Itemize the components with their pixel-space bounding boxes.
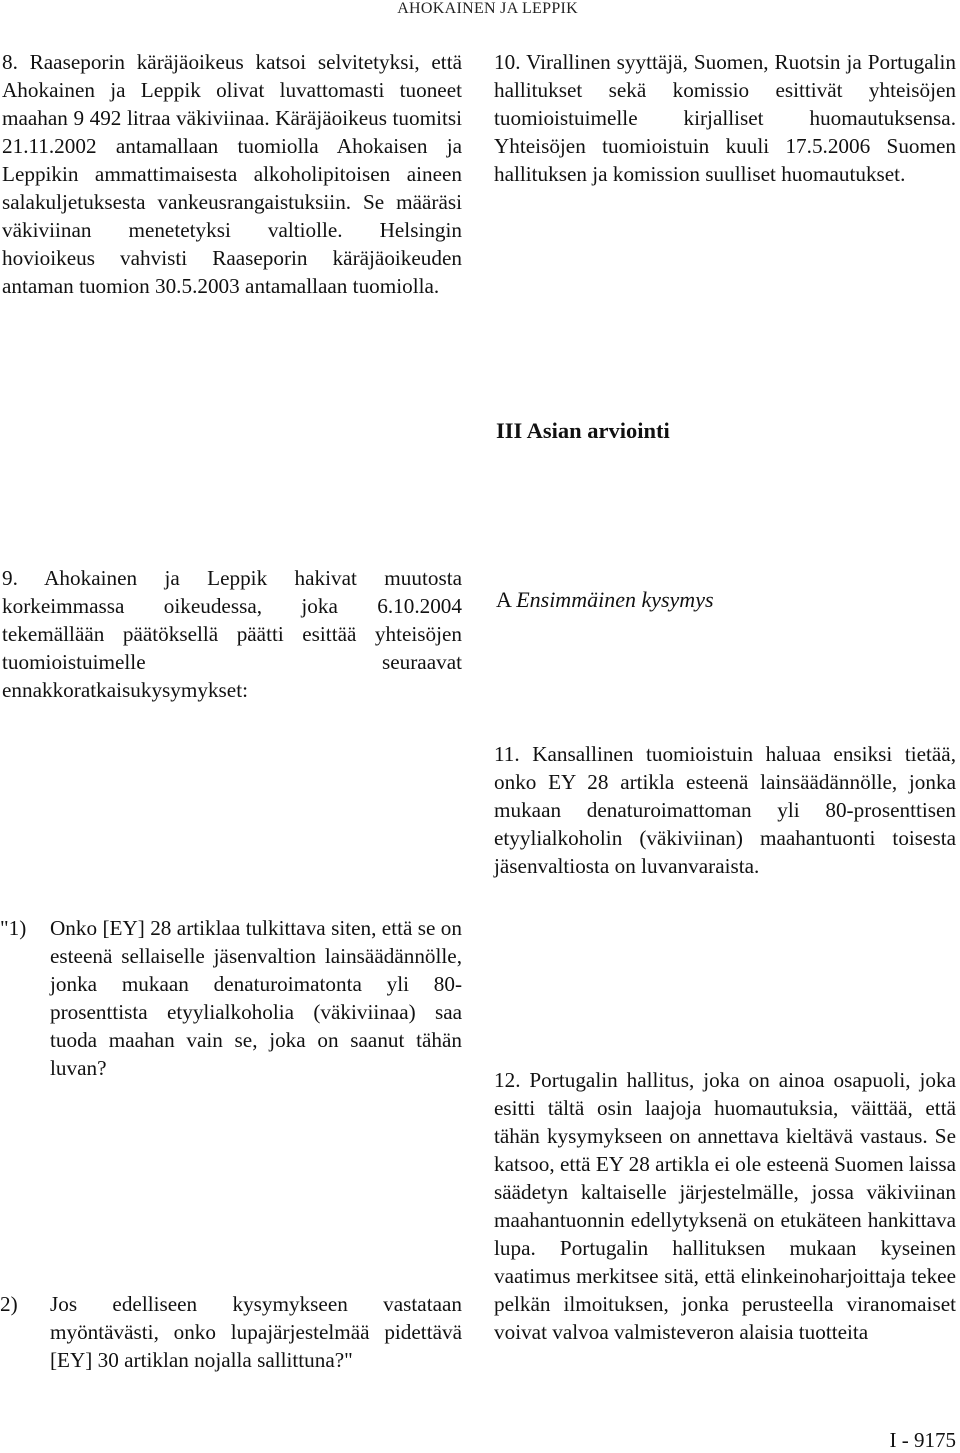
paragraph-9: 9. Ahokainen ja Leppik hakivat muutosta korkeimmassa oikeudessa, joka 6.10.2004 tekemällään päätöksellä päätti esittää yhteisöjen tuomioistuimelle seuraavat ennakkoratkaisukysymykset: bbox=[2, 566, 462, 702]
subsection-heading bbox=[496, 587, 714, 613]
section-heading: III Asian arviointi bbox=[496, 418, 670, 443]
paragraph-8: 8. Raaseporin käräjäoikeus katsoi selvitetyksi, että Ahokainen ja Leppik olivat luvattomasti tuoneet maahan 9 492 litraa väkiviinaa. Käräjäoikeus tuomitsi 21.11.2002 antamallaan tuomiolla Ahokaisen ja Leppikin ammattimaisesta alkoholipitoisen aineen salakuljetuksesta vankeusrangaistuksiin. Se määräsi väkiviinan menetetyksi valtiolle. Helsingin hovioikeus vahvisti Raaseporin käräjäoikeuden antaman tuomion 30.5.2003 antamallaan tuomiolla. bbox=[2, 50, 462, 298]
page-number: I - 9175 bbox=[889, 1428, 956, 1452]
question-number: "1) bbox=[0, 916, 27, 940]
question-2 bbox=[0, 1290, 462, 1374]
paragraph-12: 12. Portugalin hallitus, joka on ainoa osapuoli, joka esitti tältä osin laajoja huomautuksia, väittää, että tähän kysymykseen on annettava kieltävä vastaus. Se katsoo, että EY 28 artikla ei ole esteenä Suomen laissa säädetyn kaltaiselle järjestelmälle, jossa väkiviinan maahantuonnin edellytyksenä on etukäteen hankittava lupa. Portugalin hallituksen mukaan kyseinen vaatimus merkitsee sitä, että elinkeinoharjoittaja tekee pelkän ilmoituksen, jonka perusteella viranomaiset voivat valvoa valmisteveron alaisia tuotteita bbox=[494, 1068, 956, 1344]
paragraph-11: 11. Kansallinen tuomioistuin haluaa ensiksi tietää, onko EY 28 artikla esteenä lainsäädännölle, jonka mukaan denaturoimattoman yli 80-prosenttisen etyylialkoholin (väkiviinan) maahantuonti toisesta jäsenvaltiosta on luvanvaraista. bbox=[494, 742, 956, 878]
running-header: AHOKAINEN JA LEPPIK bbox=[397, 0, 578, 17]
paragraph-10: 10. Virallinen syyttäjä, Suomen, Ruotsin ja Portugalin hallitukset sekä komissio esittivät yhteisöjen tuomioistuimelle kirjalliset huomautuksensa. Yhteisöjen tuomioistuin kuuli 17.5.2006 Suomen hallituksen ja komission suulliset huomautukset. bbox=[494, 50, 956, 186]
subsection-letter: A bbox=[496, 587, 511, 612]
question-1 bbox=[0, 914, 462, 1082]
question-text: Onko [EY] 28 artiklaa tulkittava siten, että se on esteenä sellaiselle jäsenvaltion lainsäädännölle, jonka mukaan denaturoimatonta yli 80-prosenttista etyylialkoholia (väkiviinaa) saa tuoda maahan vain se, joka on saanut tähän luvan? bbox=[50, 916, 462, 1080]
subsection-title: Ensimmäinen kysymys bbox=[516, 587, 714, 612]
question-number: 2) bbox=[0, 1292, 18, 1316]
question-text: Jos edelliseen kysymykseen vastataan myöntävästi, onko lupajärjestelmää pidettävä [EY] 30 artiklan nojalla sallittuna?" bbox=[50, 1292, 462, 1372]
